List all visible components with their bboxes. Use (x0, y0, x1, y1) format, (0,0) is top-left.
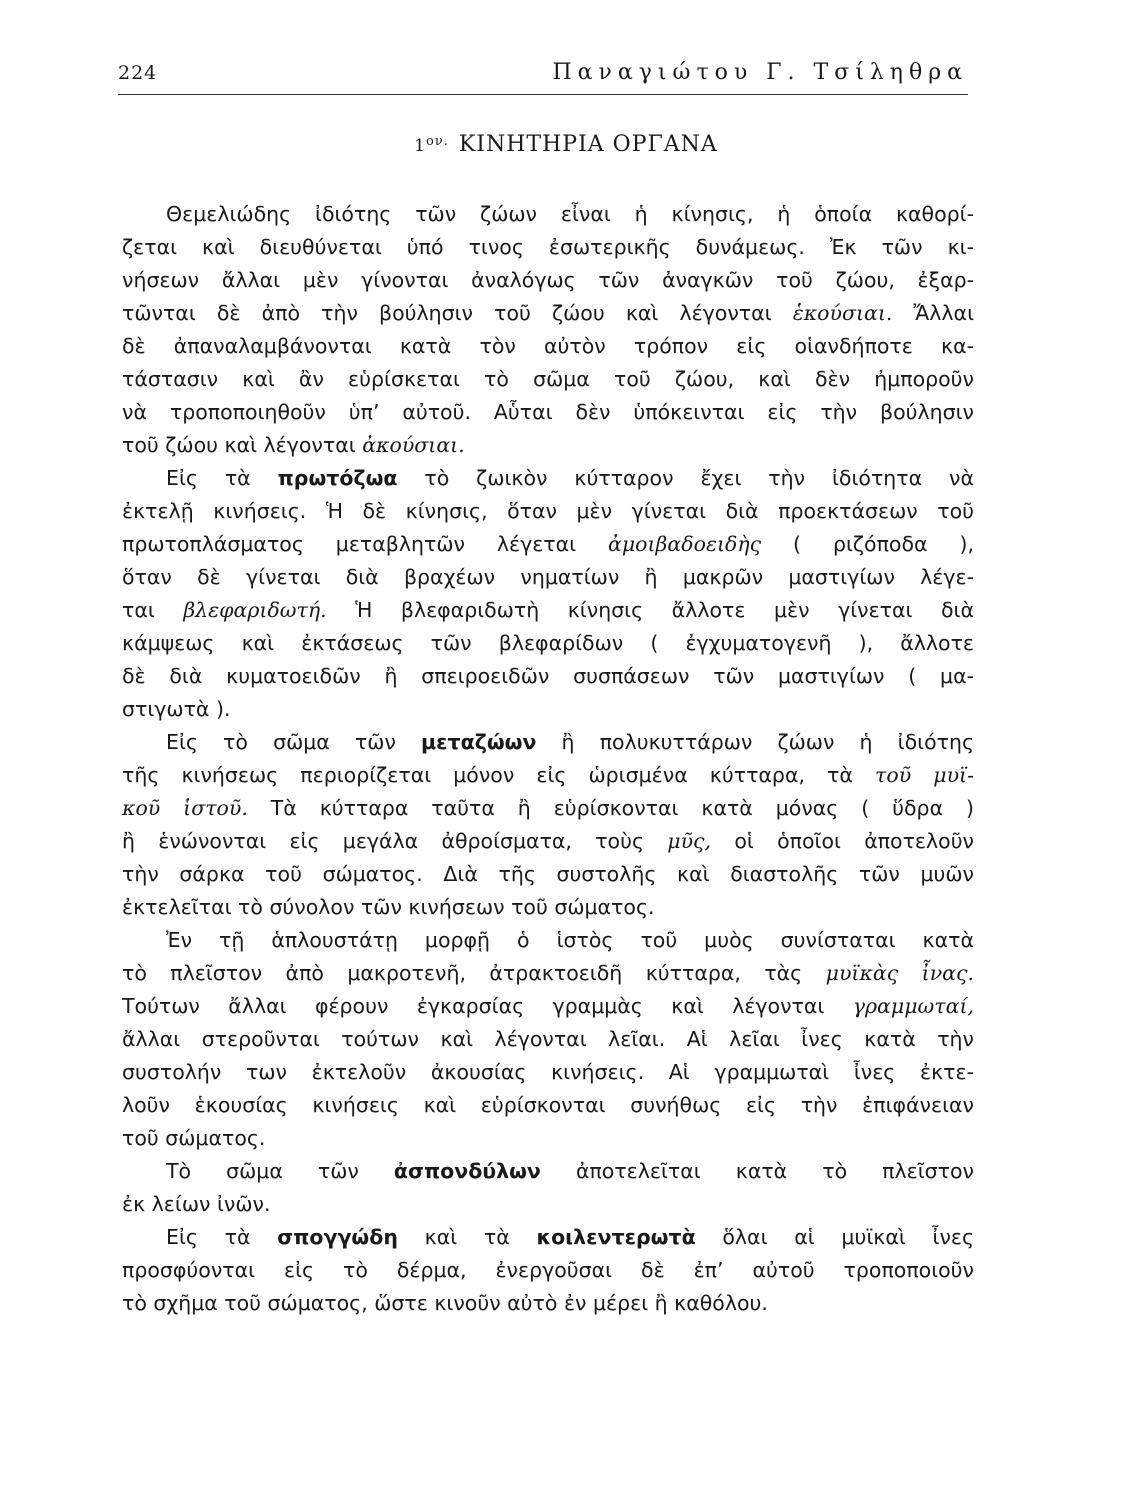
text-line: ζεται καὶ διευθύνεται ὑπό τινος ἐσωτερικῆς δυνάμεως. Ἐκ τῶν κι- (122, 235, 974, 259)
text-line: Τούτων ἄλλαι φέρουν ἐγκαρσίας γραμμὰς καὶ λέγονται γραμμωταί, (122, 994, 974, 1018)
text-line: τῆς κινήσεως περιορίζεται μόνον εἰς ὡρισμένα κύτταρα, τὰ τοῦ μυϊ- (122, 763, 974, 787)
page-number: 224 (118, 62, 158, 84)
text-line: λοῦν ἑκουσίας κινήσεις καὶ εὑρίσκονται συνήθως εἰς τὴν ἐπιφάνειαν (122, 1093, 974, 1117)
text-line: ται βλεφαριδωτή. Ἡ βλεφαριδωτὴ κίνησις ἄλλοτε μὲν γίνεται διὰ (122, 598, 974, 622)
text-line: Εἰς τὸ σῶμα τῶν μεταζώων ἢ πολυκυττάρων ζώων ἡ ἰδιότης (166, 730, 975, 754)
text-line: Ἐν τῇ ἁπλουστάτῃ μορφῇ ὁ ἱστὸς τοῦ μυὸς συνίσταται κατὰ (166, 928, 974, 952)
text-line: πρωτοπλάσματος μεταβλητῶν λέγεται ἀμοιβαδοειδὴς ( ριζόποδα ), (122, 532, 974, 556)
text-line: Θεμελιώδης ἰδιότης τῶν ζώων εἶναι ἡ κίνησις, ἡ ὁποία καθορί- (166, 202, 974, 226)
section-ordinal-suffix: ον. (426, 134, 449, 149)
text-line: νὰ τροποποιηθοῦν ὑπ’ αὐτοῦ. Αὗται δὲν ὑπόκεινται εἰς τὴν βούλησιν (122, 400, 974, 424)
text-line: τὸ σχῆμα τοῦ σώματος, ὥστε κινοῦν αὐτὸ ἐν μέρει ἢ καθόλου. (122, 1291, 768, 1315)
text-line: δὲ ἀπαναλαμβάνονται κατὰ τὸν αὐτὸν τρόπον εἰς οἱανδήποτε κα- (122, 334, 974, 358)
running-head (118, 60, 968, 96)
text-line: συστολήν των ἐκτελοῦν ἀκουσίας κινήσεις. Αἱ γραμμωταὶ ἶνες ἐκτε- (122, 1060, 974, 1084)
author-name: Παναγιώτου Γ. Τσίληθρα (552, 60, 968, 85)
text-line: Τὸ σῶμα τῶν ἀσπονδύλων ἀποτελεῖται κατὰ τὸ πλεῖστον (166, 1159, 974, 1183)
text-line: τὸ πλεῖστον ἀπὸ μακροτενῆ, ἀτρακτοειδῆ κύτταρα, τὰς μυϊκὰς ἶνας. (122, 961, 974, 985)
text-line: τὴν σάρκα τοῦ σώματος. Διὰ τῆς συστολῆς καὶ διαστολῆς τῶν μυῶν (122, 862, 974, 886)
italic-term: τοῦ μυϊ- (875, 763, 974, 787)
section-ordinal: 1 (414, 136, 426, 156)
text-line: ἢ ἑνώνονται εἰς μεγάλα ἀθροίσματα, τοὺς μῦς, οἱ ὁποῖοι ἀποτελοῦν (122, 829, 975, 853)
text-line: τάστασιν καὶ ἂν εὑρίσκεται τὸ σῶμα τοῦ ζώου, καὶ δὲν ἠμποροῦν (122, 367, 974, 391)
text-line: τῶνται δὲ ἀπὸ τὴν βούλησιν τοῦ ζώου καὶ λέγονται ἑκούσιαι. Ἄλλαι (122, 301, 975, 325)
bold-term: μεταζώων (421, 730, 537, 754)
bold-term: κοιλεντερωτὰ (536, 1225, 696, 1249)
text-line: τοῦ ζώου καὶ λέγονται ἀκούσιαι. (122, 433, 465, 457)
bold-term: σπογγώδη (277, 1225, 398, 1249)
text-line: ὅταν δὲ γίνεται διὰ βραχέων νηματίων ἢ μακρῶν μαστιγίων λέγε- (122, 565, 974, 589)
italic-term: βλεφαριδωτή. (183, 598, 327, 622)
bold-term: ἀσπονδύλων (393, 1159, 541, 1183)
header-rule (118, 94, 968, 95)
text-line: κοῦ ἱστοῦ. Τὰ κύτταρα ταῦτα ἢ εὑρίσκονται κατὰ μόνας ( ὕδρα ) (122, 796, 974, 820)
text-line: νήσεων ἄλλαι μὲν γίνονται ἀναλόγως τῶν ἀναγκῶν τοῦ ζώου, ἐξαρ- (122, 268, 974, 292)
italic-term: ἑκούσιαι. (792, 301, 893, 325)
text-line: προσφύονται εἰς τὸ δέρμα, ἐνεργοῦσαι δὲ ἐπ’ αὐτοῦ τροποποιοῦν (122, 1258, 974, 1282)
italic-term: μῦς, (667, 829, 712, 853)
italic-term: κοῦ ἱστοῦ. (122, 796, 248, 820)
section-heading (0, 132, 1132, 157)
text-line: ἐκτελῇ κινήσεις. Ἡ δὲ κίνησις, ὅταν μὲν γίνεται διὰ προεκτάσεων τοῦ (122, 499, 974, 523)
text-line: ἐκ λείων ἰνῶν. (122, 1192, 271, 1216)
text-line: Εἰς τὰ πρωτόζωα τὸ ζωικὸν κύτταρον ἔχει τὴν ἰδιότητα νὰ (166, 466, 974, 490)
text-line: δὲ διὰ κυματοειδῶν ἢ σπειροειδῶν συσπάσεων τῶν μαστιγίων ( μα- (122, 664, 974, 688)
text-line: ἄλλαι στεροῦνται τούτων καὶ λέγονται λεῖαι. Αἱ λεῖαι ἶνες κατὰ τὴν (122, 1027, 974, 1051)
italic-term: ἀκούσιαι. (362, 433, 465, 457)
bold-term: πρωτόζωα (277, 466, 398, 490)
section-title: ΚΙΝΗΤΗΡΙΑ ΟΡΓΑΝΑ (458, 132, 718, 157)
italic-term: μυϊκὰς ἶνας. (825, 961, 974, 985)
text-line: τοῦ σώματος. (122, 1126, 266, 1150)
italic-term: γραμμωταί, (852, 994, 974, 1018)
text-line: κάμψεως καὶ ἐκτάσεως τῶν βλεφαρίδων ( ἐγχυματογενῆ ), ἄλλοτε (122, 631, 974, 655)
text-line: ἐκτελεῖται τὸ σύνολον τῶν κινήσεων τοῦ σώματος. (122, 895, 655, 919)
text-line: Εἰς τὰ σπογγώδη καὶ τὰ κοιλεντερωτὰ ὅλαι αἱ μυϊκαὶ ἶνες (166, 1225, 975, 1249)
italic-term: ἀμοιβαδοειδὴς (608, 532, 762, 556)
text-line: στιγωτὰ ). (122, 697, 231, 721)
body-text (122, 198, 974, 1320)
